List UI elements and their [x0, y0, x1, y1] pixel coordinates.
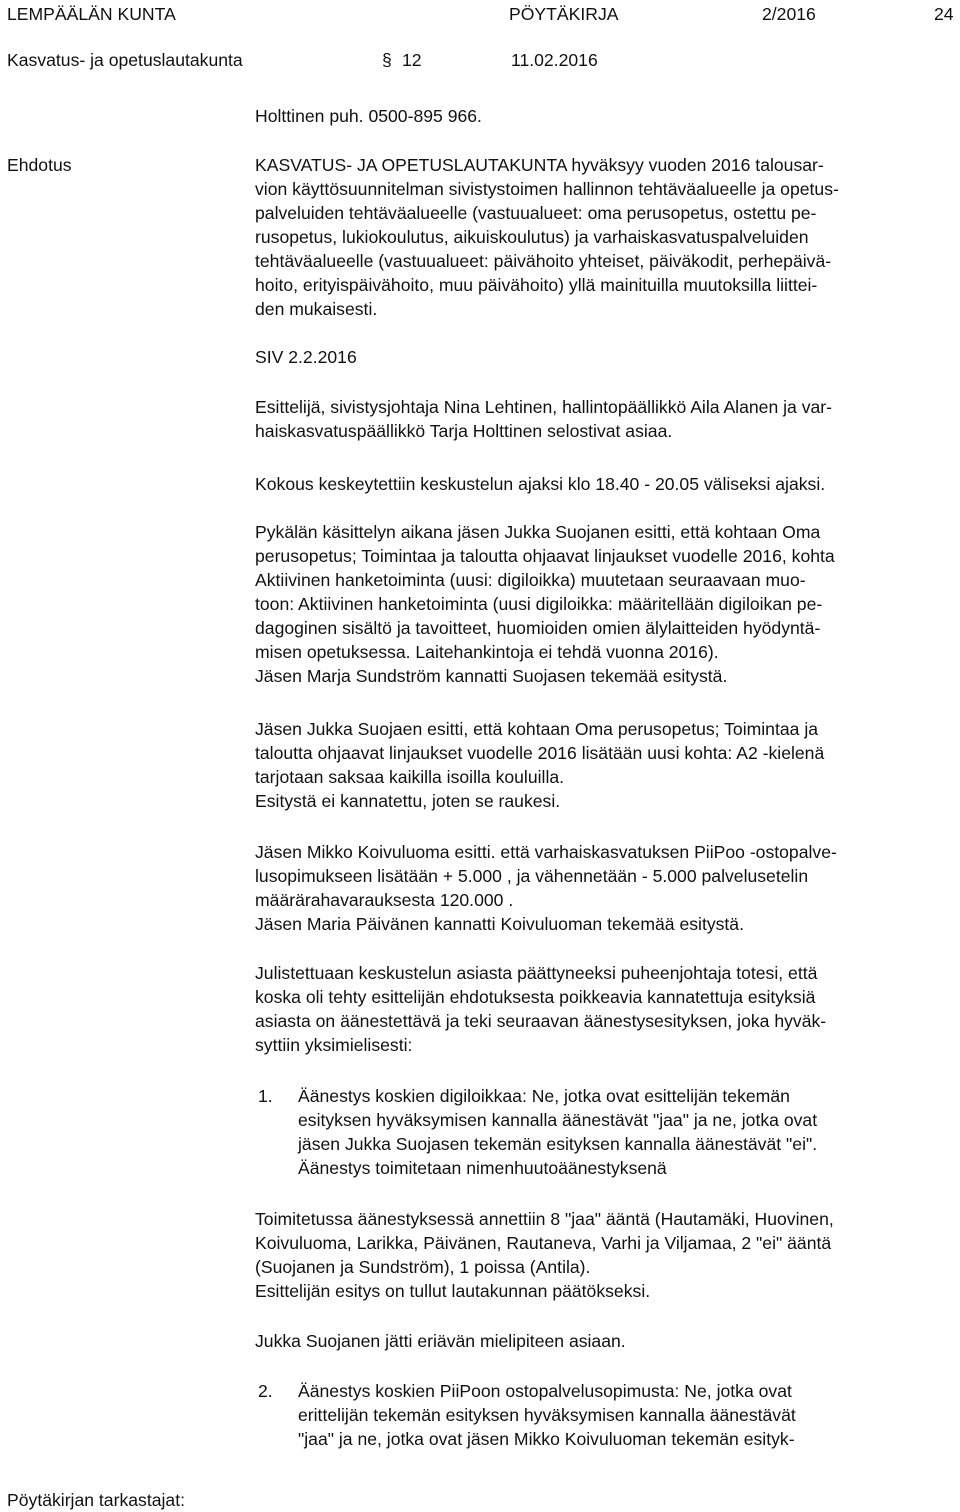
presenters-text: Esittelijä, sivistysjohtaja Nina Lehtinen, hallintopäällikkö Aila Alanen ja var- haiskasvatuspäällikkö Tarja Holttinen selostivat asiaa.: [255, 397, 833, 441]
discussion-paragraph-3: Jäsen Mikko Koivuluoma esitti. että varhaiskasvatuksen PiiPoo -ostopalve- lusopimukseen lisätään + 5.000 , ja vähennetään - 5.000 palvelusetelin määrärahavarauksesta 120.000 . Jäsen Maria Päivänen kannatti Koivuluoman tekemää esitystä.: [255, 842, 837, 934]
discussion-paragraph-2: Jäsen Jukka Suojaen esitti, että kohtaan Oma perusopetus; Toimintaa ja taloutta ohjaavat linjaukset vuodelle 2016 lisätään uusi kohta: A2 -kielenä tarjotaan saksaa kaikilla isoilla kouluilla. Esitystä ei kannatettu, joten se raukesi.: [255, 719, 825, 811]
break-note: Kokous keskeytettiin keskustelun ajaksi klo 18.40 - 20.05 väliseksi ajaksi.: [255, 474, 826, 494]
document-type: PÖYTÄKIRJA: [509, 4, 619, 24]
siv-date: SIV 2.2.2016: [255, 347, 357, 367]
vote-1-result: Toimitetussa äänestyksessä annettiin 8 "jaa" ääntä (Hautamäki, Huovinen, Koivuluoma, Larikka, Päivänen, Rautaneva, Varhi ja Viljamaa, 2 "ei" ääntä (Suojanen ja Sundström), 1 poissa (Antila). Esittelijän esitys on tullut lautakunnan päätökseksi.: [255, 1209, 834, 1301]
meeting-date: 11.02.2016: [511, 50, 598, 70]
proposal-text: KASVATUS- JA OPETUSLAUTAKUNTA hyväksyy vuoden 2016 talousar- vion käyttösuunnitelman sivistystoimen hallinnon tehtäväalueelle ja opetus- palveluiden tehtäväalueelle (vastuualueet: oma perusopetus, ostettu pe- rusopetus, lukiokoulutus, aikuiskoulutus) ja varhaiskasvatuspalveluiden tehtäväalueelle (vastuualueet: päivähoito yhteiset, päiväkodit, perhepäivä- hoito, erityispäivähoito, muu päivähoito) yllä mainituilla muutoksilla liittei- den mukaisesti.: [255, 155, 839, 319]
vote-2-text: Äänestys koskien PiiPoon ostopalvelusopimusta: Ne, jotka ovat erittelijän tekemän esityksen hyväksymisen kannalla äänestävät "jaa" ja ne, jotka ovat jäsen Mikko Koivuluoman tekemän esityk-: [298, 1381, 796, 1449]
page-number: 24: [934, 4, 954, 24]
vote-1-number: 1.: [258, 1086, 273, 1106]
committee-name: Kasvatus- ja opetuslautakunta: [7, 50, 243, 70]
dissent-note: Jukka Suojanen jätti eriävän mielipiteen asiaan.: [255, 1331, 626, 1351]
municipality-name: LEMPÄÄLÄN KUNTA: [7, 4, 176, 24]
contact-line: Holttinen puh. 0500-895 966.: [255, 106, 482, 126]
vote-1-text: Äänestys koskien digiloikkaa: Ne, jotka ovat esittelijän tekemän esityksen hyväksymisen kannalla äänestävät "jaa" ja ne, jotka ovat jäsen Jukka Suojasen tekemän esityksen kannalla äänestävät "ei". Äänestys toimitetaan nimenhuutoäänestyksenä: [298, 1086, 818, 1178]
discussion-paragraph-1: Pykälän käsittelyn aikana jäsen Jukka Suojanen esitti, että kohtaan Oma perusopetus; Toimintaa ja taloutta ohjaavat linjaukset vuodelle 2016, kohta Aktiivinen hanketoiminta (uusi: digiloikka) muutetaan seuraavaan muo- toon: Aktiivinen hanketoiminta (uusi digiloikka: määritellään digiloikan pe- dagoginen sisältö ja tavoitteet, huomioiden omien älylaitteiden hyödyntä- misen opetuksessa. Laitehankintoja ei tehdä vuonna 2016). Jäsen Marja Sundström kannatti Suojasen tekemää esitystä.: [255, 522, 835, 686]
vote-2-number: 2.: [258, 1381, 273, 1401]
proposal-label: Ehdotus: [7, 155, 72, 175]
discussion-paragraph-4: Julistettuaan keskustelun asiasta päättyneeksi puheenjohtaja totesi, että koska oli tehty esittelijän ehdotuksesta poikkeavia kannatettuja esityksiä asiasta on äänestettävä ja teki seuraavan äänestysesityksen, joka hyväk- syttiin yksimielisesti:: [255, 963, 827, 1055]
section-symbol-icon: §: [382, 50, 392, 70]
document-number: 2/2016: [762, 4, 816, 24]
footer-inspectors-label: Pöytäkirjan tarkastajat:: [7, 1490, 185, 1510]
